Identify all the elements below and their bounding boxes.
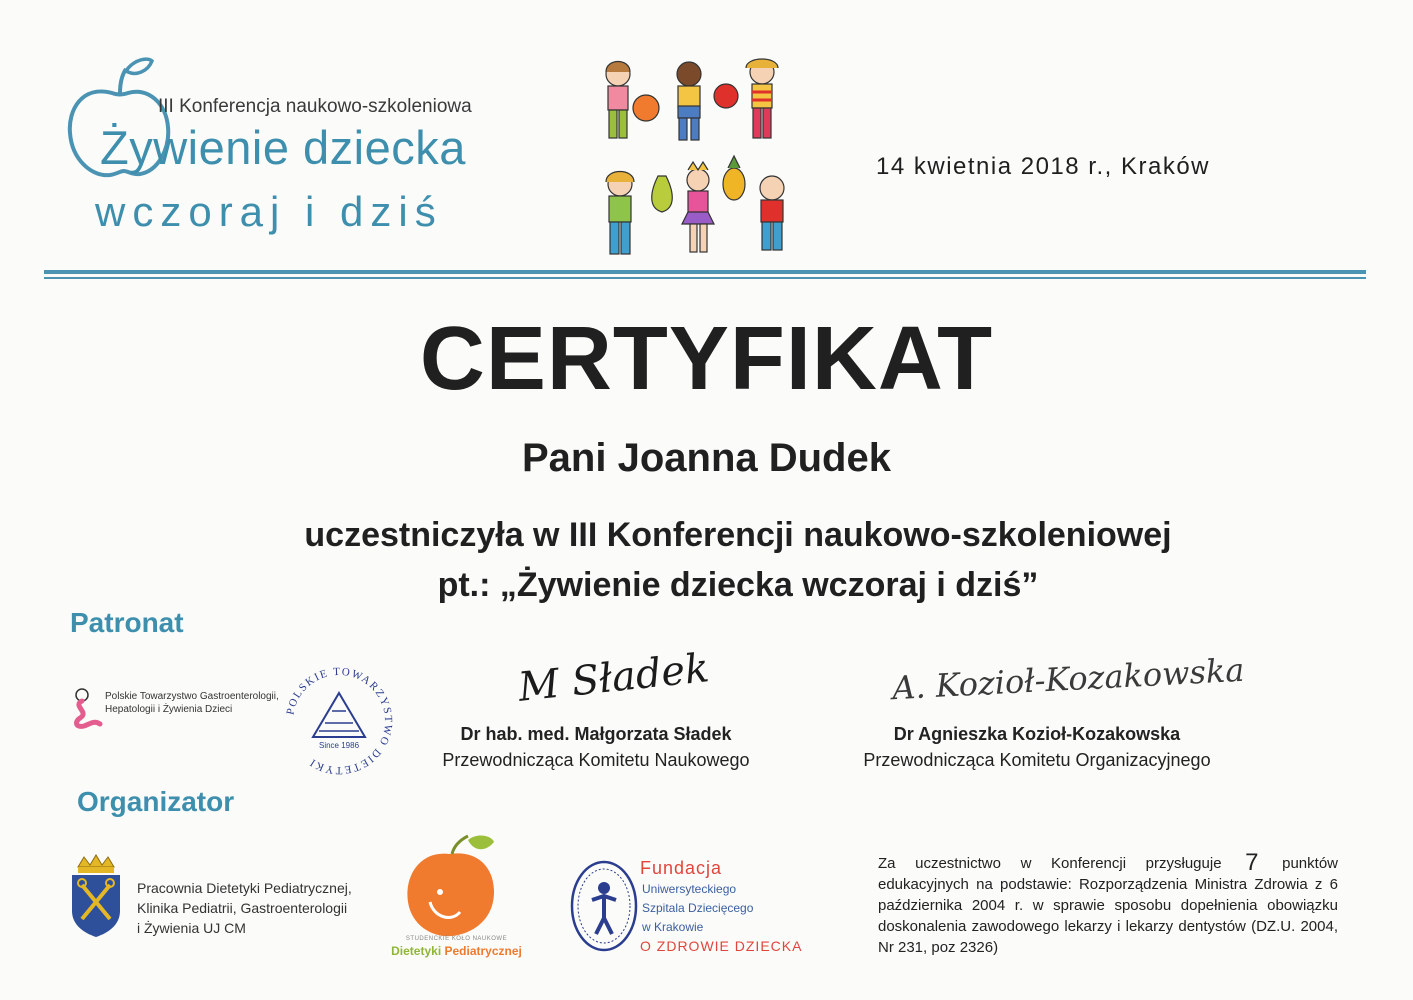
header-divider [44,270,1366,274]
organizer-name [137,878,352,938]
signer-name-2: Dr Agnieszka Kozioł-Kozakowska [893,724,1181,744]
fundacja-line-1: Uniwersyteckiego [642,882,737,896]
kolo-small-text: STUDENCKIE KOŁO NAUKOWE [405,936,508,942]
fundacja-line-2: Szpitala Dziecięcego [642,901,754,915]
participation-line: uczestniczyła w III Konferencji naukowo-szkoleniowej [304,516,1172,554]
signature-koziol: A. Kozioł-Kozakowska [891,650,1246,708]
fundacja-line-3: w Krakowie [642,920,704,934]
organizator-heading: Organizator [77,786,235,817]
signature-sladek: M Sładek [516,645,712,711]
fundacja-subtitle: O ZDROWIE DZIECKA [640,938,803,954]
education-points-note [878,849,1338,958]
points-after: punktów edukacyjnych na podstawie: Rozporządzenia Ministra Zdrowia z 6 października 2004 r. w sprawie sposobu dopełnienia obowiązku doskonalenia zawodowego lekarzy i lekarzy dentystów (DZ.U. 2004, Nr 231, poz 2326) [878,855,1338,956]
header-divider-thin [44,277,1366,279]
conference-line: III Konferencja naukowo-szkoleniowa [158,96,472,117]
kolo-name-2: Pediatrycznej [444,944,522,958]
recipient-name: Pani Joanna Dudek [522,436,891,480]
fundacja-title: Fundacja [640,858,723,878]
certificate-title: CERTYFIKAT [419,309,994,409]
seal-text: POLSKIE TOWARZYSTWO DIETETYKI [284,665,395,777]
kolo-name-1: Dietetyki [391,944,442,958]
logo-subtitle: wczoraj i dziś [95,188,443,235]
ptg-line-1: Polskie Towarzystwo Gastroenterologii, [105,691,279,702]
patronat-heading: Patronat [70,607,184,638]
uj-crest-logo-icon [70,853,122,937]
signer-role-1: Przewodnicząca Komitetu Naukowego [442,750,750,770]
signer-role-2: Przewodnicząca Komitetu Organizacyjnego [863,750,1211,770]
kolo-name [390,944,523,958]
topic-line: pt.: „Żywienie dziecka wczoraj i dziś” [437,566,1039,604]
signer-name-1: Dr hab. med. Małgorzata Sładek [460,724,732,744]
org-line-2: Klinika Pediatrii, Gastroenterologii [137,900,348,916]
fundacja-logo-icon [568,858,640,956]
kids-with-fruits-illustration [596,52,806,267]
org-line-3: i Żywienia UJ CM [137,920,246,936]
seal-since: Since 1986 [318,741,360,750]
svg-text:POLSKIE TOWARZYSTWO DIETETYKI [284,666,394,776]
peach-logo-icon [400,832,500,940]
ptg-name [105,690,279,716]
ptd-seal-logo [283,665,395,777]
org-line-1: Pracownia Dietetyki Pediatrycznej, [137,880,352,896]
logo-title: Żywienie dziecka [100,121,466,174]
points-value: 7 [1245,849,1259,876]
ptg-line-2: Hepatologii i Żywienia Dzieci [105,704,233,715]
event-date: 14 kwietnia 2018 r., Kraków [876,153,1210,180]
ptg-worm-logo-icon [68,686,104,734]
points-before: Za uczestnictwo w Konferencji przysługuje [878,855,1222,872]
